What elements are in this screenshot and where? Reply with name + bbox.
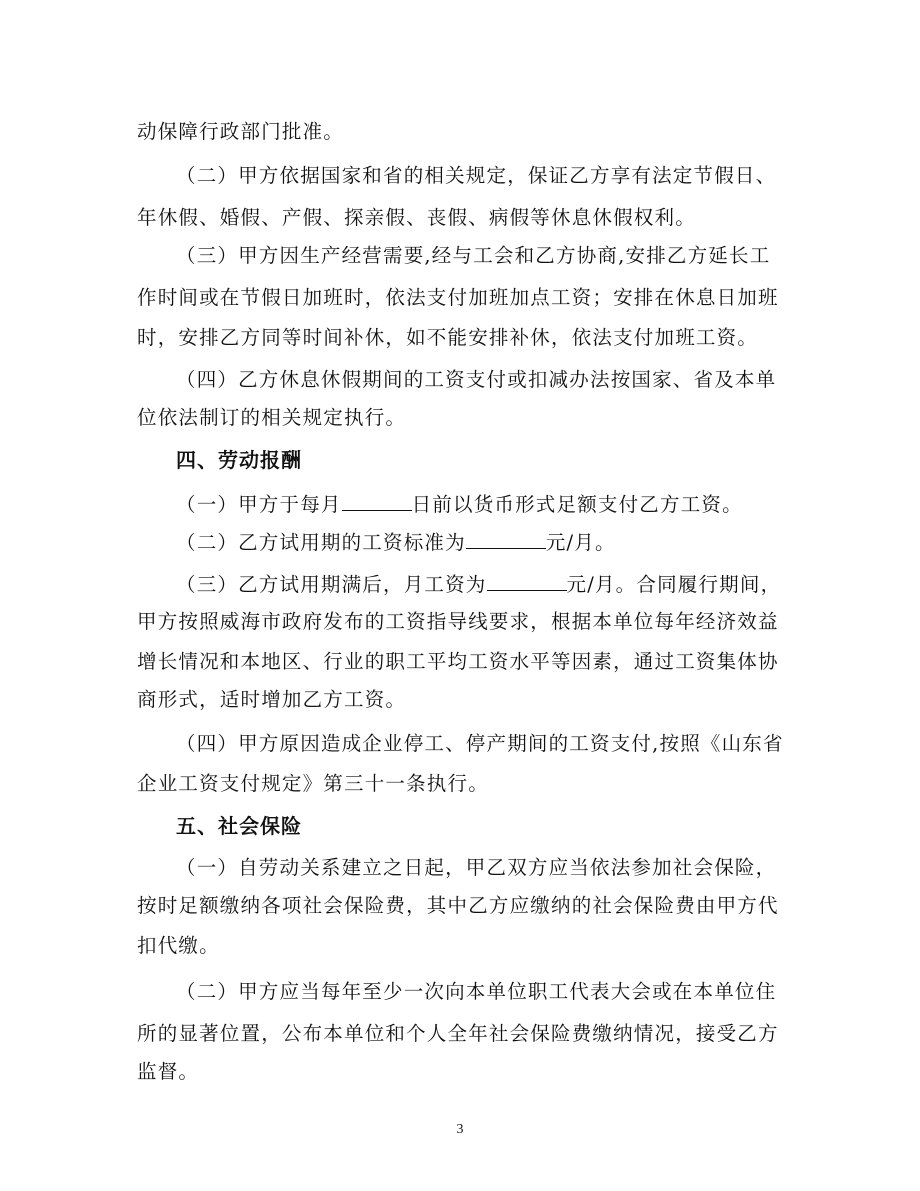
text-line: 甲方按照威海市政府发布的工资指导线要求，根据本单位每年经济效益 bbox=[137, 610, 779, 633]
item-text: （三）乙方试用期满后，月工资为 bbox=[176, 573, 487, 596]
remuneration-item-1 bbox=[176, 490, 743, 517]
item-text: （一）甲方于每月 bbox=[176, 493, 342, 516]
page-number: 3 bbox=[456, 1122, 464, 1137]
text-line: 增长情况和本地区、行业的职工平均工资水平等因素，通过工资集体协 bbox=[137, 650, 779, 673]
text-line: 所的显著位置，公布本单位和个人全年社会保险费缴纳情况，接受乙方 bbox=[137, 1022, 779, 1045]
text-line: 时，安排乙方同等时间补休，如不能安排补休，依法支付加班工资。 bbox=[137, 326, 759, 349]
item-text: 日前以货币形式足额支付乙方工资。 bbox=[411, 493, 743, 516]
probation-wage-blank[interactable] bbox=[466, 528, 546, 549]
item-text: 元/月。 bbox=[545, 531, 616, 554]
text-line: 按时足额缴纳各项社会保险费，其中乙方应缴纳的社会保险费由甲方代 bbox=[137, 894, 779, 917]
text-line: （一）自劳动关系建立之日起，甲乙双方应当依法参加社会保险， bbox=[176, 856, 777, 879]
section-heading-social-insurance: 五、社会保险 bbox=[176, 814, 302, 838]
text-line: （二）甲方依据国家和省的相关规定，保证乙方享有法定节假日、 bbox=[176, 164, 777, 187]
text-line: （二）甲方应当每年至少一次向本单位职工代表大会或在本单位住 bbox=[176, 980, 777, 1003]
text-line: 扣代缴。 bbox=[137, 934, 220, 957]
text-line: 作时间或在节假日加班时，依法支付加班加点工资；安排在休息日加班 bbox=[137, 286, 779, 309]
text-line: 动保障行政部门批准。 bbox=[137, 120, 345, 143]
text-line: （四）甲方原因造成企业停工、停产期间的工资支付,按照《山东省 bbox=[176, 732, 784, 755]
pay-day-blank[interactable] bbox=[342, 490, 412, 511]
section-heading-remuneration: 四、劳动报酬 bbox=[176, 448, 302, 472]
item-text: 元/月。合同履行期间， bbox=[566, 573, 782, 596]
monthly-wage-blank[interactable] bbox=[487, 570, 567, 591]
text-line: 位依法制订的相关规定执行。 bbox=[137, 406, 407, 429]
remuneration-item-3 bbox=[176, 570, 781, 597]
item-text: （二）乙方试用期的工资标准为 bbox=[176, 531, 466, 554]
text-line: 年休假、婚假、产假、探亲假、丧假、病假等休息休假权利。 bbox=[137, 206, 696, 229]
text-line: （四）乙方休息休假期间的工资支付或扣减办法按国家、省及本单 bbox=[176, 368, 777, 391]
text-line: 企业工资支付规定》第三十一条执行。 bbox=[137, 772, 489, 795]
text-line: （三）甲方因生产经营需要,经与工会和乙方协商,安排乙方延长工 bbox=[176, 244, 771, 267]
text-line: 监督。 bbox=[137, 1060, 200, 1083]
text-line: 商形式，适时增加乙方工资。 bbox=[137, 688, 407, 711]
remuneration-item-2 bbox=[176, 528, 616, 555]
